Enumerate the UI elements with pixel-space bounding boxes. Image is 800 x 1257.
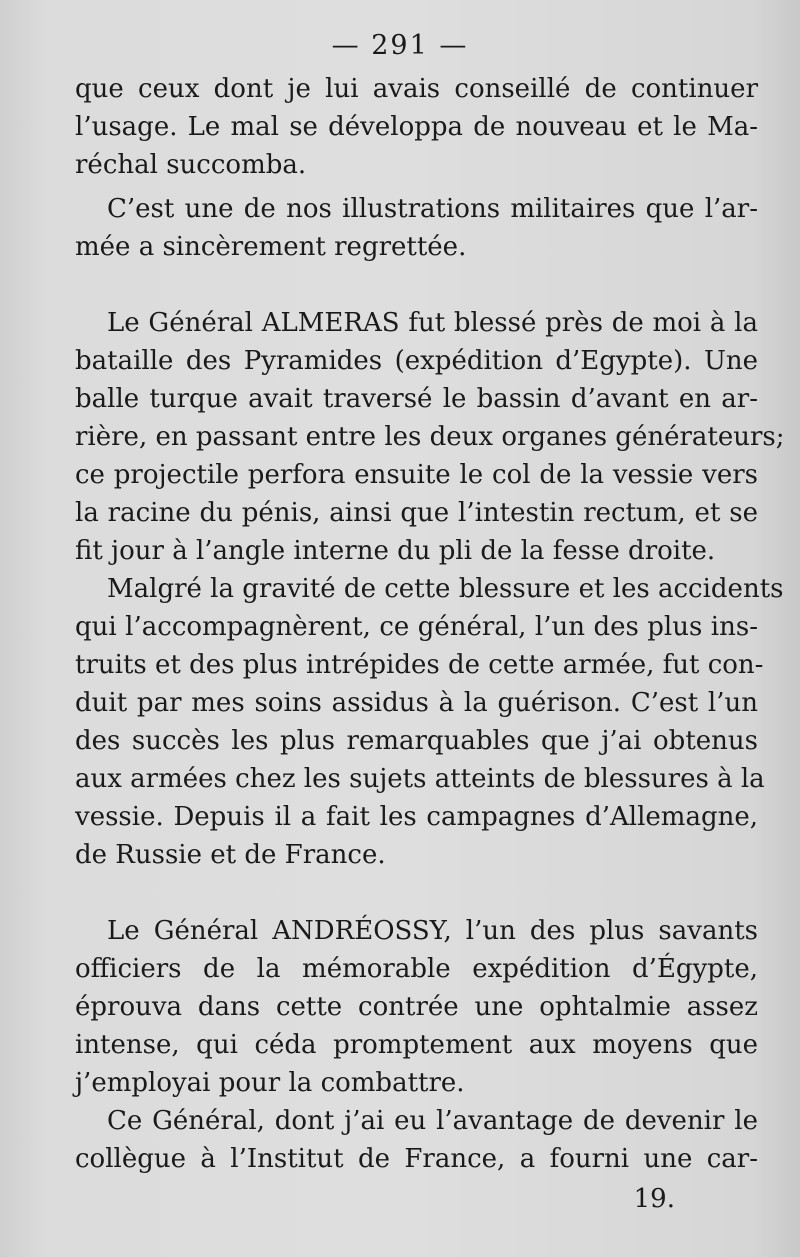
text-line: Le Général ANDRÉOSSY, l’un des plus savants [107,916,758,946]
text-line: réchal succomba. [75,150,307,180]
text-line: Ce Général, dont j’ai eu l’avantage de devenir le [107,1106,758,1136]
text-line: rière, en passant entre les deux organes générateurs; [75,422,785,452]
text-line: fit jour à l’angle interne du pli de la fesse droite. [75,536,716,566]
text-line: C’est une de nos illustrations militaires que l’ar- [107,194,758,224]
text-line: duit par mes soins assidus à la guérison. C’est l’un [75,688,758,718]
signature-mark: 19. [633,1184,675,1214]
text-line: de Russie et de France. [75,840,386,870]
text-line: balle turque avait traversé le bassin d’avant en ar- [75,384,758,414]
text-line: intense, qui céda promptement aux moyens que [75,1030,758,1060]
text-line: aux armées chez les sujets atteints de blessures à la [75,764,765,794]
page-number: — 291 — [331,30,469,61]
text-line: collègue à l’Institut de France, a fourni une car- [75,1144,758,1174]
text-line: bataille des Pyramides (expédition d’Egypte). Une [75,346,758,376]
text-line: j’employai pour la combattre. [75,1068,465,1098]
text-line: Malgré la gravité de cette blessure et les accidents [107,574,784,604]
text-line: que ceux dont je lui avais conseillé de continuer [75,74,758,104]
text-line: vessie. Depuis il a fait les campagnes d’Allemagne, [75,802,758,832]
text-line: l’usage. Le mal se développa de nouveau et le Ma- [75,112,758,142]
text-line: qui l’accompagnèrent, ce général, l’un des plus ins- [75,612,758,642]
text-line: des succès les plus remarquables que j’ai obtenus [75,726,758,756]
text-line: éprouva dans cette contrée une ophtalmie assez [75,992,758,1022]
text-line: Le Général ALMERAS fut blessé près de moi à la [107,308,758,338]
text-line: truits et des plus intrépides de cette armée, fut con- [75,650,764,680]
body-text [75,70,785,1178]
text-line: officiers de la mémorable expédition d’Égypte, [75,954,758,984]
text-line: ce projectile perfora ensuite le col de la vessie vers [75,460,758,490]
text-line: mée a sincèrement regrettée. [75,232,467,262]
text-line: la racine du pénis, ainsi que l’intestin rectum, et se [75,498,758,528]
